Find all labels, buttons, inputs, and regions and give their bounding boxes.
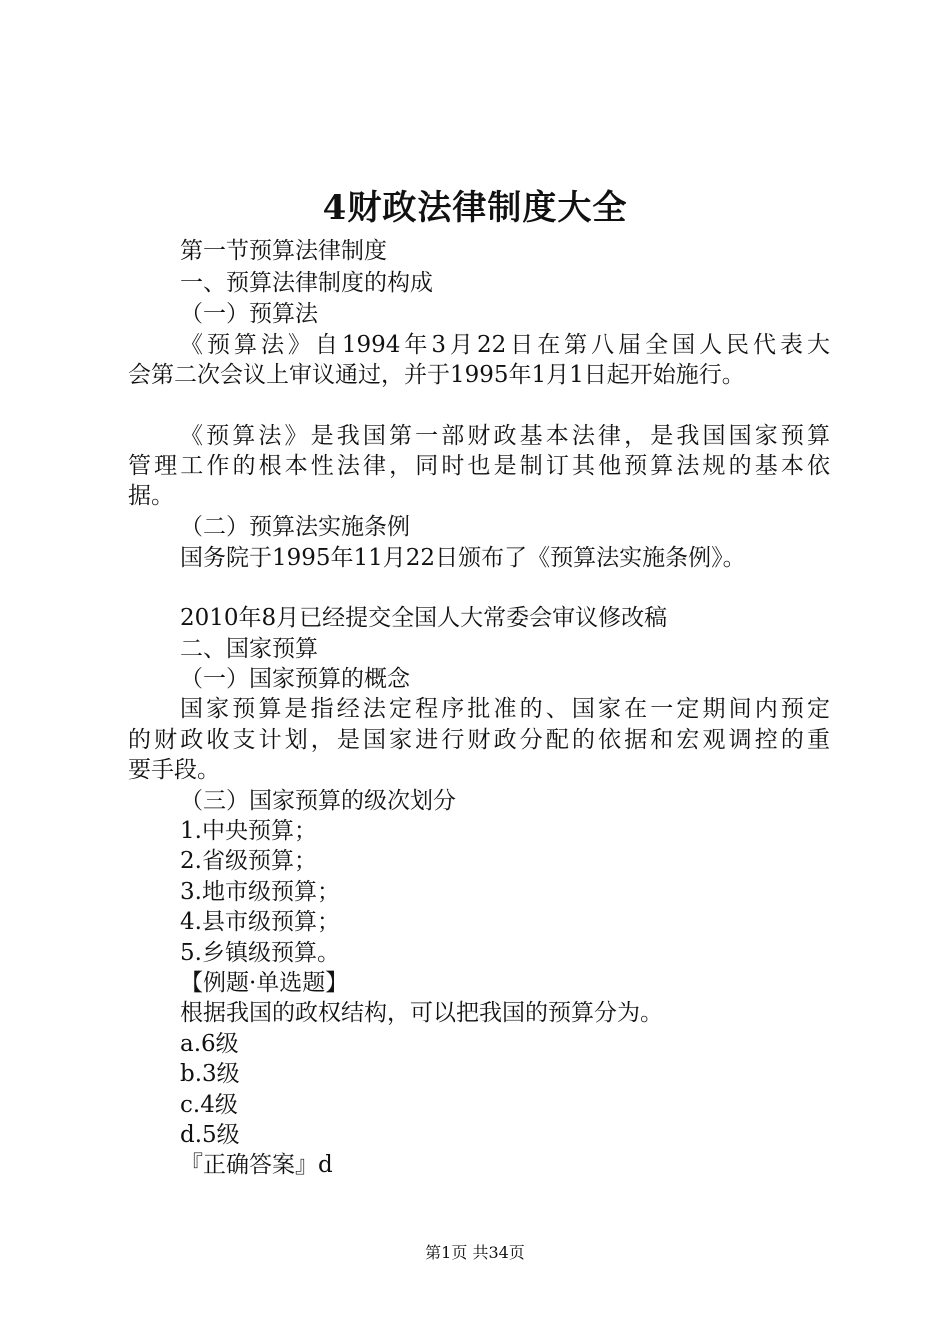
list-item: 2.省级预算； xyxy=(180,848,317,874)
paragraph-line: 会第二次会议上审议通过，并于1995年1月1日起开始施行。 xyxy=(128,362,745,388)
list-item: 1.中央预算； xyxy=(180,818,317,844)
subsection-heading: （一）预算法 xyxy=(180,301,318,327)
paragraph-line: 管理工作的根本性法律，同时也是制订其他预算法规的基本依 xyxy=(128,453,830,479)
subsection-heading: 一、预算法律制度的构成 xyxy=(180,270,433,296)
example-heading: 【例题·单选题】 xyxy=(180,970,349,996)
question-text: 根据我国的政权结构，可以把我国的预算分为。 xyxy=(180,1000,663,1026)
paragraph-line: 《预算法》是我国第一部财政基本法律，是我国国家预算 xyxy=(180,423,830,449)
subsection-heading: 二、国家预算 xyxy=(180,636,318,662)
answer-option: a.6级 xyxy=(180,1031,239,1057)
paragraph-line: 2010年8月已经提交全国人大常委会审议修改稿 xyxy=(180,605,668,631)
answer-option: d.5级 xyxy=(180,1122,240,1148)
paragraph-line: 要手段。 xyxy=(128,757,220,783)
paragraph-line: 国家预算是指经法定程序批准的、国家在一定期间内预定 xyxy=(180,696,830,722)
subsection-heading: （一）国家预算的概念 xyxy=(180,666,410,692)
paragraph-line: 据。 xyxy=(128,483,174,509)
page-title: 4财政法律制度大全 xyxy=(322,188,628,228)
list-item: 4.县市级预算； xyxy=(180,909,340,935)
section-heading: 第一节预算法律制度 xyxy=(180,238,387,264)
paragraph-line: 国务院于1995年11月22日颁布了《预算法实施条例》。 xyxy=(180,545,746,571)
paragraph-line: 的财政收支计划，是国家进行财政分配的依据和宏观调控的重 xyxy=(128,727,830,753)
list-item: 3.地市级预算； xyxy=(180,879,340,905)
paragraph-line: 《预算法》自1994年3月22日在第八届全国人民代表大 xyxy=(180,332,830,358)
answer-option: c.4级 xyxy=(180,1092,238,1118)
list-item: 5.乡镇级预算。 xyxy=(180,940,340,966)
subsection-heading: （二）预算法实施条例 xyxy=(180,514,410,540)
subsection-heading: （三）国家预算的级次划分 xyxy=(180,788,456,814)
answer-option: b.3级 xyxy=(180,1061,240,1087)
page-footer: 第1页 共34页 xyxy=(425,1243,525,1262)
correct-answer: 『正确答案』d xyxy=(180,1152,333,1178)
